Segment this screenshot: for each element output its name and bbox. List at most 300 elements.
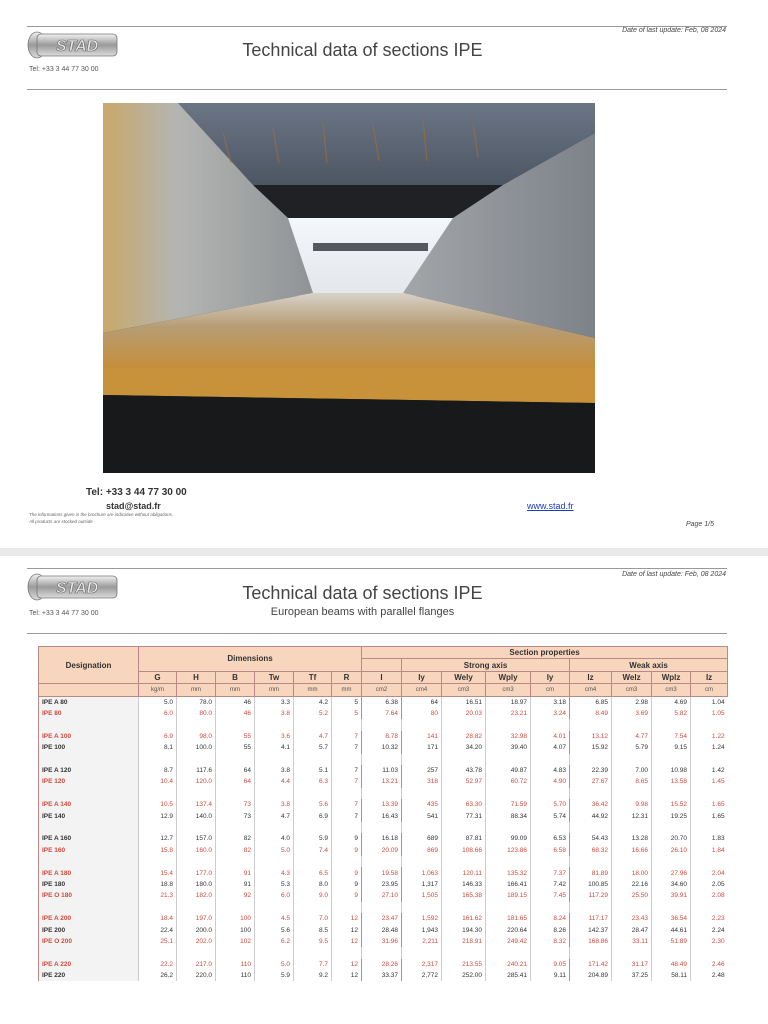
page-title: Technical data of sections IPE (242, 40, 483, 60)
value-cell: 49.87 (486, 765, 531, 776)
unit-label: mm (294, 684, 332, 696)
contact-email[interactable]: stad@stad.fr (106, 501, 161, 511)
spacer-cell (332, 856, 362, 867)
spacer-cell (442, 754, 486, 765)
spacer-row (39, 822, 728, 833)
stad-logo (27, 29, 121, 61)
value-cell: 189.15 (486, 890, 531, 901)
top-rule (27, 568, 727, 569)
units-blank (39, 684, 139, 696)
value-cell: 80 (402, 708, 442, 719)
value-cell: 168.86 (570, 936, 612, 947)
value-cell: 120.11 (442, 867, 486, 878)
value-cell: 5.0 (139, 696, 177, 708)
value-cell: 31.96 (362, 936, 402, 947)
value-cell: 6.85 (570, 696, 612, 708)
spacer-cell (531, 902, 570, 913)
website-link[interactable]: www.stad.fr (527, 501, 574, 511)
spacer-cell (255, 754, 294, 765)
table-row (39, 924, 728, 935)
value-cell: 8.5 (294, 924, 332, 935)
designation-cell: IPE A 100 (39, 731, 139, 742)
value-cell: 110 (216, 970, 255, 981)
value-cell: 869 (402, 845, 442, 856)
unit-label: cm3 (442, 684, 486, 696)
column-header: Wplz (652, 671, 691, 683)
value-cell: 12 (332, 959, 362, 970)
value-cell: 7.4 (294, 845, 332, 856)
spacer-cell (362, 947, 402, 958)
sections-table (38, 646, 728, 981)
spacer-cell (531, 947, 570, 958)
spacer-cell (139, 788, 177, 799)
value-cell: 44.92 (570, 810, 612, 821)
spacer-cell (442, 856, 486, 867)
value-cell: 1.22 (691, 731, 728, 742)
designation-cell: IPE 200 (39, 924, 139, 935)
value-cell: 82 (216, 833, 255, 844)
spacer-cell (531, 719, 570, 730)
value-cell: 4.4 (255, 776, 294, 787)
value-cell: 220.64 (486, 924, 531, 935)
value-cell: 51.89 (652, 936, 691, 947)
svg-text:STAD: STAD (55, 580, 99, 597)
spacer-cell (402, 754, 442, 765)
spacer-cell (612, 902, 652, 913)
spacer-cell (362, 856, 402, 867)
value-cell: 8.78 (362, 731, 402, 742)
designation-cell: IPE 220 (39, 970, 139, 981)
value-cell: 194.30 (442, 924, 486, 935)
designation-cell: IPE A 220 (39, 959, 139, 970)
spacer-cell (294, 822, 332, 833)
value-cell: 20.09 (362, 845, 402, 856)
spacer-row (39, 754, 728, 765)
value-cell: 171.42 (570, 959, 612, 970)
table-row (39, 810, 728, 821)
spacer-cell (294, 856, 332, 867)
table-row (39, 765, 728, 776)
header-phone: Tel: +33 3 44 77 30 00 (29, 66, 99, 73)
value-cell: 220.0 (177, 970, 216, 981)
value-cell: 285.41 (486, 970, 531, 981)
value-cell: 43.78 (442, 765, 486, 776)
spacer-cell (39, 754, 139, 765)
spacer-cell (332, 902, 362, 913)
value-cell: 5.0 (255, 959, 294, 970)
value-cell: 13.58 (652, 776, 691, 787)
spacer-cell (486, 902, 531, 913)
spacer-cell (139, 719, 177, 730)
value-cell: 108.66 (442, 845, 486, 856)
spacer-cell (216, 788, 255, 799)
spacer-cell (402, 902, 442, 913)
designation-cell: IPE A 120 (39, 765, 139, 776)
spacer-cell (570, 856, 612, 867)
column-header: Iz (570, 671, 612, 683)
disclaimer-line-1: The informations given in the brochure are indicative without obligations. (29, 512, 174, 517)
value-cell: 27.67 (570, 776, 612, 787)
spacer-cell (177, 902, 216, 913)
value-cell: 23.21 (486, 708, 531, 719)
column-header: I (362, 671, 402, 683)
value-cell: 161.62 (442, 913, 486, 924)
column-header: B (216, 671, 255, 683)
value-cell: 217.0 (177, 959, 216, 970)
spacer-cell (442, 788, 486, 799)
units-row (39, 684, 728, 696)
spacer-cell (332, 719, 362, 730)
value-cell: 7.54 (652, 731, 691, 742)
value-cell: 64 (216, 765, 255, 776)
spacer-cell (294, 902, 332, 913)
designation-cell: IPE 140 (39, 810, 139, 821)
page-title: Technical data of sections IPE (242, 583, 483, 603)
value-cell: 8.65 (612, 776, 652, 787)
value-cell: 160.0 (177, 845, 216, 856)
value-cell: 7.37 (531, 867, 570, 878)
value-cell: 5.2 (294, 708, 332, 719)
value-cell: 100.0 (177, 742, 216, 753)
table-row (39, 970, 728, 981)
value-cell: 4.01 (531, 731, 570, 742)
value-cell: 200.0 (177, 924, 216, 935)
value-cell: 5.3 (255, 879, 294, 890)
spacer-cell (255, 788, 294, 799)
value-cell: 123.86 (486, 845, 531, 856)
column-header: G (139, 671, 177, 683)
value-cell: 8.7 (139, 765, 177, 776)
value-cell: 55 (216, 742, 255, 753)
spacer-cell (216, 856, 255, 867)
value-cell: 8.0 (294, 879, 332, 890)
value-cell: 15.52 (652, 799, 691, 810)
value-cell: 2.98 (612, 696, 652, 708)
value-cell: 9.11 (531, 970, 570, 981)
value-cell: 39.40 (486, 742, 531, 753)
value-cell: 1,063 (402, 867, 442, 878)
column-header: Tf (294, 671, 332, 683)
column-header-row (39, 671, 728, 683)
spacer-cell (39, 947, 139, 958)
spacer-cell (570, 947, 612, 958)
value-cell: 3.6 (255, 731, 294, 742)
value-cell: 16.51 (442, 696, 486, 708)
unit-label: cm2 (362, 684, 402, 696)
value-cell: 6.5 (294, 867, 332, 878)
value-cell: 177.0 (177, 867, 216, 878)
value-cell: 100 (216, 913, 255, 924)
section-properties-header: Section properties (362, 647, 728, 659)
table-row (39, 799, 728, 810)
page-subtitle: European beams with parallel flanges (270, 606, 455, 618)
value-cell: 9.98 (612, 799, 652, 810)
spacer-cell (39, 822, 139, 833)
unit-label: mm (177, 684, 216, 696)
value-cell: 1.05 (691, 708, 728, 719)
value-cell: 213.55 (442, 959, 486, 970)
value-cell: 5.82 (652, 708, 691, 719)
spacer-cell (531, 856, 570, 867)
value-cell: 6.3 (294, 776, 332, 787)
value-cell: 100 (216, 924, 255, 935)
value-cell: 99.09 (486, 833, 531, 844)
spacer-cell (255, 902, 294, 913)
value-cell: 44.61 (652, 924, 691, 935)
value-cell: 60.72 (486, 776, 531, 787)
value-cell: 4.90 (531, 776, 570, 787)
spacer-cell (442, 947, 486, 958)
value-cell: 82 (216, 845, 255, 856)
table-row (39, 845, 728, 856)
column-header: Iy (531, 671, 570, 683)
value-cell: 137.4 (177, 799, 216, 810)
designation-cell: IPE O 200 (39, 936, 139, 947)
value-cell: 182.0 (177, 890, 216, 901)
value-cell: 5.0 (255, 845, 294, 856)
spacer-cell (442, 902, 486, 913)
value-cell: 13.21 (362, 776, 402, 787)
column-header: Iy (402, 671, 442, 683)
spacer-cell (531, 788, 570, 799)
spacer-cell (486, 947, 531, 958)
value-cell: 9.2 (294, 970, 332, 981)
value-cell: 8.1 (139, 742, 177, 753)
value-cell: 28.47 (612, 924, 652, 935)
value-cell: 8.49 (570, 708, 612, 719)
value-cell: 1.04 (691, 696, 728, 708)
value-cell: 3.8 (255, 799, 294, 810)
value-cell: 3.24 (531, 708, 570, 719)
spacer-cell (255, 822, 294, 833)
value-cell: 6.9 (294, 810, 332, 821)
value-cell: 25.50 (612, 890, 652, 901)
value-cell: 4.3 (255, 867, 294, 878)
header-rule (27, 89, 727, 90)
value-cell: 117.29 (570, 890, 612, 901)
value-cell: 6.0 (139, 708, 177, 719)
value-cell: 3.69 (612, 708, 652, 719)
value-cell: 11.03 (362, 765, 402, 776)
value-cell: 26.2 (139, 970, 177, 981)
value-cell: 240.21 (486, 959, 531, 970)
value-cell: 22.16 (612, 879, 652, 890)
value-cell: 7.42 (531, 879, 570, 890)
value-cell: 77.31 (442, 810, 486, 821)
spacer-cell (177, 856, 216, 867)
value-cell: 2,211 (402, 936, 442, 947)
designation-cell: IPE 80 (39, 708, 139, 719)
spacer-cell (442, 719, 486, 730)
value-cell: 7.00 (612, 765, 652, 776)
spacer-row (39, 856, 728, 867)
value-cell: 1,317 (402, 879, 442, 890)
value-cell: 5.1 (294, 765, 332, 776)
spacer-cell (216, 719, 255, 730)
value-cell: 91 (216, 867, 255, 878)
unit-label: cm4 (402, 684, 442, 696)
spacer-cell (255, 856, 294, 867)
value-cell: 18.00 (612, 867, 652, 878)
value-cell: 2.08 (691, 890, 728, 901)
value-cell: 6.0 (255, 890, 294, 901)
column-header: Tw (255, 671, 294, 683)
value-cell: 5.9 (294, 833, 332, 844)
value-cell: 218.91 (442, 936, 486, 947)
spacer-cell (177, 947, 216, 958)
value-cell: 8.32 (531, 936, 570, 947)
value-cell: 3.3 (255, 696, 294, 708)
value-cell: 1.65 (691, 799, 728, 810)
steel-beam-photo (103, 103, 595, 473)
table-body (39, 696, 728, 981)
value-cell: 21.3 (139, 890, 177, 901)
spacer-cell (177, 754, 216, 765)
spacer-cell (139, 754, 177, 765)
value-cell: 1.65 (691, 810, 728, 821)
value-cell: 142.37 (570, 924, 612, 935)
unit-label: mm (216, 684, 255, 696)
spacer-cell (691, 719, 728, 730)
header-rule (27, 633, 727, 634)
spacer-cell (332, 754, 362, 765)
table-row (39, 879, 728, 890)
value-cell: 16.18 (362, 833, 402, 844)
spacer-cell (255, 947, 294, 958)
column-header: Welz (612, 671, 652, 683)
spacer-cell (652, 788, 691, 799)
value-cell: 9.15 (652, 742, 691, 753)
value-cell: 2.23 (691, 913, 728, 924)
value-cell: 6.38 (362, 696, 402, 708)
value-cell: 58.11 (652, 970, 691, 981)
stad-logo (27, 571, 121, 603)
value-cell: 204.89 (570, 970, 612, 981)
value-cell: 2.04 (691, 867, 728, 878)
spacer-cell (216, 902, 255, 913)
value-cell: 3.8 (255, 708, 294, 719)
value-cell: 7.45 (531, 890, 570, 901)
value-cell: 5.7 (294, 742, 332, 753)
spacer-row (39, 719, 728, 730)
designation-cell: IPE A 140 (39, 799, 139, 810)
spacer-cell (652, 856, 691, 867)
table-row (39, 936, 728, 947)
value-cell: 10.4 (139, 776, 177, 787)
spacer-cell (486, 822, 531, 833)
value-cell: 10.98 (652, 765, 691, 776)
value-cell: 7 (332, 765, 362, 776)
value-cell: 71.59 (486, 799, 531, 810)
value-cell: 64 (402, 696, 442, 708)
spacer-cell (652, 719, 691, 730)
value-cell: 1.83 (691, 833, 728, 844)
value-cell: 15.8 (139, 845, 177, 856)
value-cell: 46 (216, 708, 255, 719)
value-cell: 166.41 (486, 879, 531, 890)
unit-label: cm3 (486, 684, 531, 696)
value-cell: 28.82 (442, 731, 486, 742)
value-cell: 435 (402, 799, 442, 810)
spacer-cell (652, 754, 691, 765)
value-cell: 1.24 (691, 742, 728, 753)
value-cell: 249.42 (486, 936, 531, 947)
value-cell: 33.11 (612, 936, 652, 947)
spacer-cell (362, 719, 402, 730)
spacer-cell (39, 856, 139, 867)
spacer-cell (39, 719, 139, 730)
spacer-cell (177, 788, 216, 799)
value-cell: 140.0 (177, 810, 216, 821)
value-cell: 2.46 (691, 959, 728, 970)
page-number: Page 1/5 (685, 521, 714, 528)
column-header: Wely (442, 671, 486, 683)
value-cell: 2.24 (691, 924, 728, 935)
value-cell: 4.7 (255, 810, 294, 821)
spacer-cell (570, 754, 612, 765)
value-cell: 12 (332, 913, 362, 924)
value-cell: 1,505 (402, 890, 442, 901)
spacer-cell (652, 822, 691, 833)
value-cell: 36.42 (570, 799, 612, 810)
value-cell: 4.07 (531, 742, 570, 753)
value-cell: 180.0 (177, 879, 216, 890)
spacer-cell (612, 856, 652, 867)
value-cell: 64 (216, 776, 255, 787)
value-cell: 689 (402, 833, 442, 844)
value-cell: 23.95 (362, 879, 402, 890)
value-cell: 6.53 (531, 833, 570, 844)
spacer-cell (216, 947, 255, 958)
value-cell: 18.97 (486, 696, 531, 708)
value-cell: 135.32 (486, 867, 531, 878)
value-cell: 19.58 (362, 867, 402, 878)
section-area-group (362, 659, 402, 671)
value-cell: 32.98 (486, 731, 531, 742)
value-cell: 8.26 (531, 924, 570, 935)
spacer-cell (612, 788, 652, 799)
value-cell: 117.17 (570, 913, 612, 924)
value-cell: 15.4 (139, 867, 177, 878)
weak-axis-header: Weak axis (570, 659, 728, 671)
value-cell: 13.12 (570, 731, 612, 742)
table-row (39, 742, 728, 753)
spacer-cell (362, 754, 402, 765)
spacer-cell (402, 788, 442, 799)
spacer-cell (612, 822, 652, 833)
designation-cell: IPE A 200 (39, 913, 139, 924)
value-cell: 73 (216, 799, 255, 810)
spacer-cell (570, 902, 612, 913)
value-cell: 39.91 (652, 890, 691, 901)
value-cell: 22.2 (139, 959, 177, 970)
value-cell: 4.69 (652, 696, 691, 708)
value-cell: 7 (332, 742, 362, 753)
spacer-cell (294, 719, 332, 730)
spacer-cell (402, 947, 442, 958)
value-cell: 20.03 (442, 708, 486, 719)
value-cell: 9.0 (294, 890, 332, 901)
value-cell: 37.25 (612, 970, 652, 981)
value-cell: 23.47 (362, 913, 402, 924)
value-cell: 33.37 (362, 970, 402, 981)
disclaimer-line-2: All products are stocked outside (29, 519, 93, 524)
value-cell: 81.89 (570, 867, 612, 878)
spacer-cell (294, 947, 332, 958)
value-cell: 19.25 (652, 810, 691, 821)
value-cell: 5.79 (612, 742, 652, 753)
value-cell: 28.48 (362, 924, 402, 935)
